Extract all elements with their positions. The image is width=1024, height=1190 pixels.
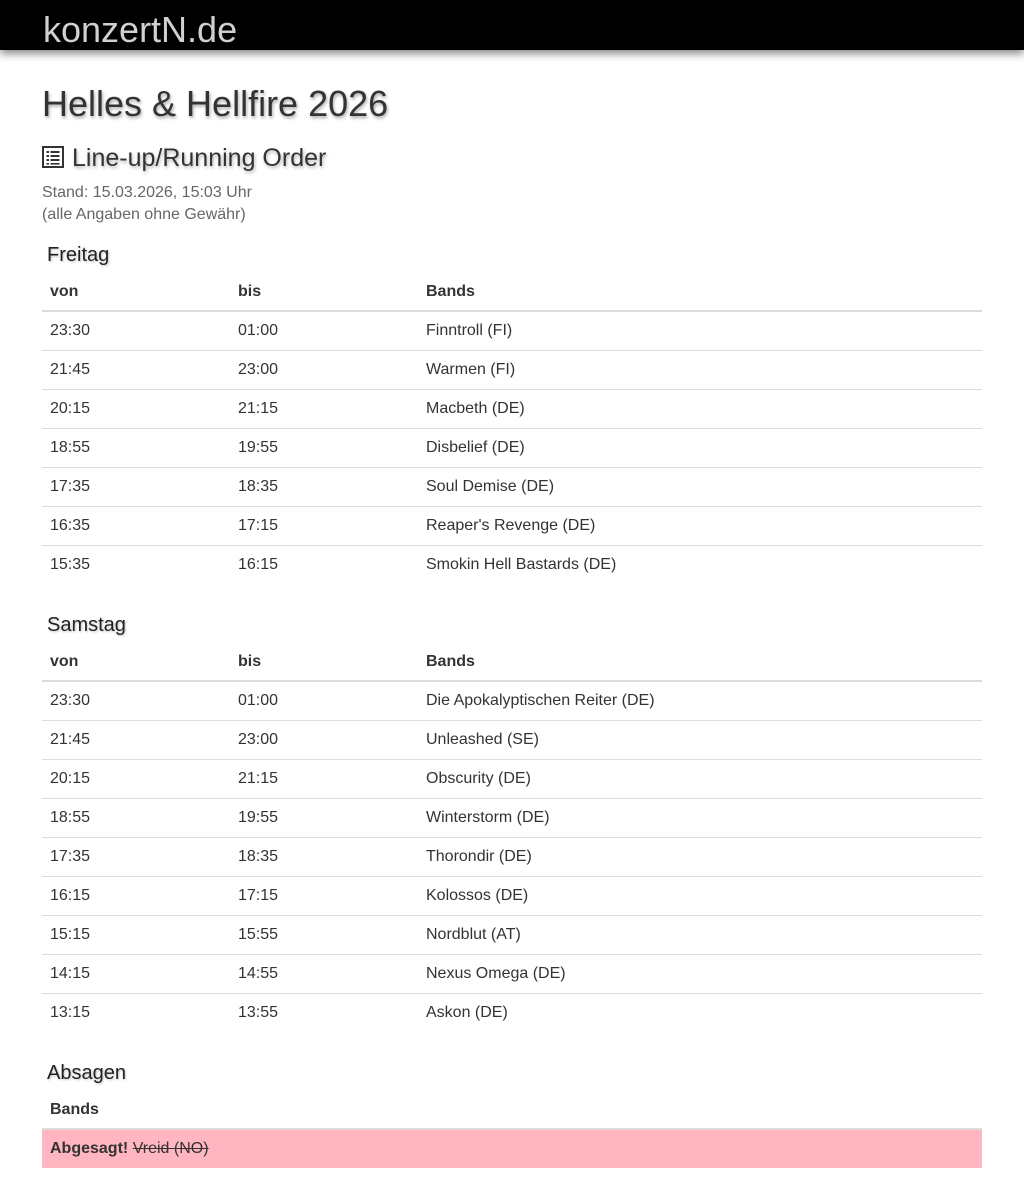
table-row (42, 507, 982, 546)
table-row (42, 916, 982, 955)
page-title: Helles & Hellfire 2026 (42, 83, 389, 124)
band-name: Warmen (FI) (418, 351, 982, 390)
start-time: 17:35 (42, 468, 230, 507)
table-row (42, 351, 982, 390)
table-row (42, 838, 982, 877)
cancelled-band-cell (42, 1129, 982, 1168)
disclaimer-text: (alle Angaben ohne Gewähr) (42, 206, 246, 223)
band-name: Soul Demise (DE) (418, 468, 982, 507)
start-time: 21:45 (42, 721, 230, 760)
end-time: 17:15 (230, 507, 418, 546)
start-time: 21:45 (42, 351, 230, 390)
table-row (42, 994, 982, 1033)
band-name: Kolossos (DE) (418, 877, 982, 916)
end-time: 21:15 (230, 390, 418, 429)
start-time: 15:35 (42, 546, 230, 585)
band-name: Nexus Omega (DE) (418, 955, 982, 994)
end-time: 19:55 (230, 799, 418, 838)
start-time: 17:35 (42, 838, 230, 877)
end-time: 13:55 (230, 994, 418, 1033)
table-row (42, 681, 982, 721)
table-row (42, 546, 982, 585)
end-time: 23:00 (230, 721, 418, 760)
band-name: Askon (DE) (418, 994, 982, 1033)
column-header-bis: bis (230, 273, 418, 311)
band-name: Die Apokalyptischen Reiter (DE) (426, 692, 655, 709)
day-title-samstag: Samstag (47, 614, 126, 636)
end-time: 18:35 (230, 468, 418, 507)
end-time: 16:15 (230, 546, 418, 585)
schedule-table-freitag (42, 273, 982, 584)
start-time: 23:30 (50, 692, 91, 709)
section-title (42, 142, 326, 174)
column-header-bis: bis (230, 643, 418, 681)
column-header-von: von (42, 273, 230, 311)
start-time: 18:55 (42, 799, 230, 838)
start-time: 15:15 (42, 916, 230, 955)
table-header-row (42, 273, 982, 311)
end-time: 23:00 (230, 351, 418, 390)
band-name: Smokin Hell Bastards (DE) (418, 546, 982, 585)
band-name: Winterstorm (DE) (418, 799, 982, 838)
cancelled-band-name: Vreid (NO) (132, 1140, 209, 1157)
cancellations-title: Absagen (47, 1062, 126, 1084)
band-name: Reaper's Revenge (DE) (418, 507, 982, 546)
table-row (42, 877, 982, 916)
status-info (42, 182, 252, 226)
section-title-label: Line-up/Running Order (72, 144, 327, 172)
table-header-row (42, 1091, 982, 1129)
start-time: 20:15 (42, 390, 230, 429)
list-icon (42, 146, 64, 168)
end-time: 21:15 (230, 760, 418, 799)
table-row (42, 311, 982, 351)
table-row (42, 955, 982, 994)
band-name: Finntroll (FI) (426, 322, 513, 339)
schedule-table-samstag (42, 643, 982, 1032)
cancelled-label: Abgesagt! (50, 1140, 129, 1157)
column-header-bands: Bands (418, 273, 982, 311)
start-time: 16:15 (42, 877, 230, 916)
start-time: 18:55 (42, 429, 230, 468)
band-name: Nordblut (AT) (418, 916, 982, 955)
table-header-row (42, 643, 982, 681)
table-row (42, 390, 982, 429)
band-name: Macbeth (DE) (418, 390, 982, 429)
site-brand-link[interactable]: konzertN.de (43, 9, 238, 50)
end-time: 15:55 (230, 916, 418, 955)
end-time: 14:55 (230, 955, 418, 994)
end-time: 01:00 (238, 322, 279, 339)
table-row (42, 468, 982, 507)
start-time: 23:30 (50, 322, 91, 339)
end-time: 01:00 (238, 692, 279, 709)
end-time: 17:15 (230, 877, 418, 916)
day-title-freitag: Freitag (47, 244, 110, 266)
last-updated-text: Stand: 15.03.2026, 15:03 Uhr (42, 184, 252, 201)
band-name: Unleashed (SE) (418, 721, 982, 760)
cancelled-band-row (42, 1129, 982, 1168)
end-time: 18:35 (230, 838, 418, 877)
band-name: Thorondir (DE) (418, 838, 982, 877)
start-time: 13:15 (42, 994, 230, 1033)
start-time: 20:15 (42, 760, 230, 799)
table-row (42, 429, 982, 468)
start-time: 14:15 (42, 955, 230, 994)
band-name: Disbelief (DE) (418, 429, 982, 468)
table-row (42, 760, 982, 799)
column-header-bands: Bands (42, 1091, 982, 1129)
top-navbar (0, 0, 1024, 50)
end-time: 19:55 (230, 429, 418, 468)
start-time: 16:35 (42, 507, 230, 546)
table-row (42, 799, 982, 838)
band-name: Obscurity (DE) (418, 760, 982, 799)
column-header-bands: Bands (418, 643, 982, 681)
column-header-von: von (42, 643, 230, 681)
table-row (42, 721, 982, 760)
cancellations-table (42, 1091, 982, 1168)
